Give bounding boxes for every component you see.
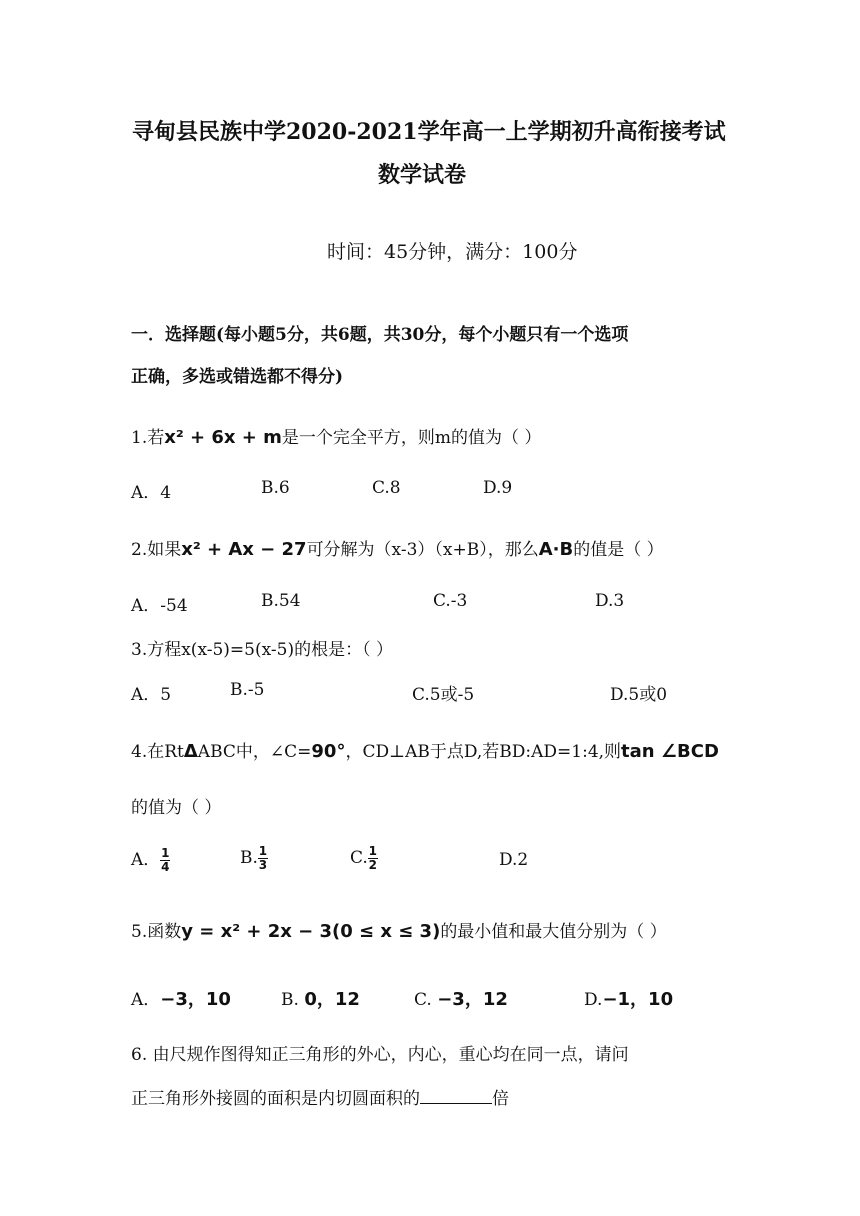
q4-option-b-fraction bbox=[258, 845, 268, 872]
exam-title-line2: 数学试卷 bbox=[378, 162, 467, 188]
q4-option-c-label: C. bbox=[350, 848, 368, 868]
q5-option-b-label: B. bbox=[281, 990, 305, 1010]
q2-math2: A·B bbox=[538, 539, 574, 560]
q5-option-a-label: A． bbox=[131, 990, 161, 1010]
question-5 bbox=[131, 917, 667, 942]
q5-suffix: 的最小值和最大值分别为（ ） bbox=[440, 922, 667, 942]
q2-option-d: D.3 bbox=[595, 591, 625, 611]
q2-option-b: B.54 bbox=[261, 591, 301, 611]
question-4 bbox=[131, 737, 719, 762]
q4-mid2: ，CD⊥AB于点D,若BD:AD=1:4,则 bbox=[345, 742, 622, 762]
q4-tan: tan ∠BCD bbox=[621, 741, 719, 762]
q5-option-d-value: −1，10 bbox=[602, 989, 674, 1010]
q4-option-b bbox=[240, 845, 268, 872]
answer-blank[interactable] bbox=[420, 1089, 492, 1104]
q4-option-a-label: A． bbox=[131, 850, 161, 870]
exam-title-line1: 寻甸县民族中学2020-2021学年高一上学期初升高衔接考试 bbox=[132, 119, 726, 145]
q4-line2: 的值为（ ） bbox=[131, 798, 222, 818]
q5-option-a-value: −3，10 bbox=[160, 989, 231, 1010]
q4-option-b-denominator: 3 bbox=[258, 858, 268, 872]
q4-option-a bbox=[131, 845, 170, 874]
q5-option-b bbox=[281, 985, 360, 1011]
question-3: 3.方程x(x-5)=5(x-5)的根是：（ ） bbox=[131, 640, 393, 660]
q3-option-b: B.-5 bbox=[230, 680, 265, 700]
question-2 bbox=[131, 535, 664, 560]
question-1 bbox=[131, 423, 541, 448]
q5-option-d-label: D. bbox=[584, 990, 603, 1010]
q4-option-a-numerator: 1 bbox=[161, 846, 170, 860]
q2-prefix: 2.如果 bbox=[131, 540, 182, 560]
q4-option-a-denominator: 4 bbox=[161, 860, 170, 874]
q5-option-c-value: −3，12 bbox=[437, 989, 508, 1010]
q1-option-b: B.6 bbox=[261, 478, 290, 498]
q1-option-a: A．4 bbox=[131, 483, 172, 503]
q5-prefix: 5.函数 bbox=[131, 922, 182, 942]
q4-option-b-numerator: 1 bbox=[258, 844, 268, 858]
q1-option-d: D.9 bbox=[483, 478, 513, 498]
q5-option-c bbox=[414, 985, 508, 1011]
question-6-line2 bbox=[131, 1084, 509, 1109]
q5-option-a bbox=[131, 985, 231, 1011]
q1-suffix: 是一个完全平方，则m的值为（ ） bbox=[281, 428, 542, 448]
q1-prefix: 1.若 bbox=[131, 428, 165, 448]
q4-option-c-fraction bbox=[368, 845, 378, 872]
q5-option-b-value: 0，12 bbox=[304, 989, 360, 1010]
q4-option-a-fraction bbox=[160, 847, 170, 874]
q5-option-d bbox=[584, 985, 673, 1011]
q2-option-a: A．-54 bbox=[131, 596, 188, 616]
q4-delta: Δ bbox=[183, 741, 198, 762]
question-6-line1: 6. 由尺规作图得知正三角形的外心，内心，重心均在同一点，请问 bbox=[131, 1045, 629, 1065]
q6-line2-suffix: 倍 bbox=[492, 1089, 509, 1109]
time-info: 时间：45分钟，满分：100分 bbox=[327, 241, 578, 263]
q4-option-c-numerator: 1 bbox=[368, 844, 377, 858]
q4-option-b-label: B. bbox=[240, 848, 258, 868]
q3-option-c: C.5或-5 bbox=[412, 685, 475, 705]
q1-math: x² + 6x + m bbox=[164, 427, 282, 448]
q4-option-c-denominator: 2 bbox=[368, 858, 377, 872]
q4-prefix: 4.在Rt bbox=[131, 742, 184, 762]
q6-line2-prefix: 正三角形外接圆的面积是内切圆面积的 bbox=[131, 1089, 420, 1109]
q4-option-c bbox=[350, 845, 378, 872]
q2-suffix: 的值是（ ） bbox=[573, 540, 664, 560]
q2-option-c: C.-3 bbox=[433, 591, 468, 611]
q5-math: y = x² + 2x − 3(0 ≤ x ≤ 3) bbox=[181, 921, 441, 942]
q4-mid1: ABC中，∠C= bbox=[197, 742, 312, 762]
section-header-line2: 正确，多选或错选都不得分) bbox=[131, 367, 344, 387]
q1-option-c: C.8 bbox=[372, 478, 401, 498]
q5-option-c-label: C. bbox=[414, 990, 438, 1010]
q2-math: x² + Ax − 27 bbox=[181, 539, 307, 560]
q4-option-d: D.2 bbox=[499, 850, 529, 870]
section-header-line1: 一．选择题(每小题5分，共6题，共30分，每个小题只有一个选项 bbox=[131, 325, 629, 345]
q2-middle: 可分解为（x-3）（x+B），那么 bbox=[306, 540, 539, 560]
q3-option-a: A．5 bbox=[131, 685, 172, 705]
q4-angle: 90° bbox=[311, 741, 346, 762]
q3-option-d: D.5或0 bbox=[610, 685, 668, 705]
